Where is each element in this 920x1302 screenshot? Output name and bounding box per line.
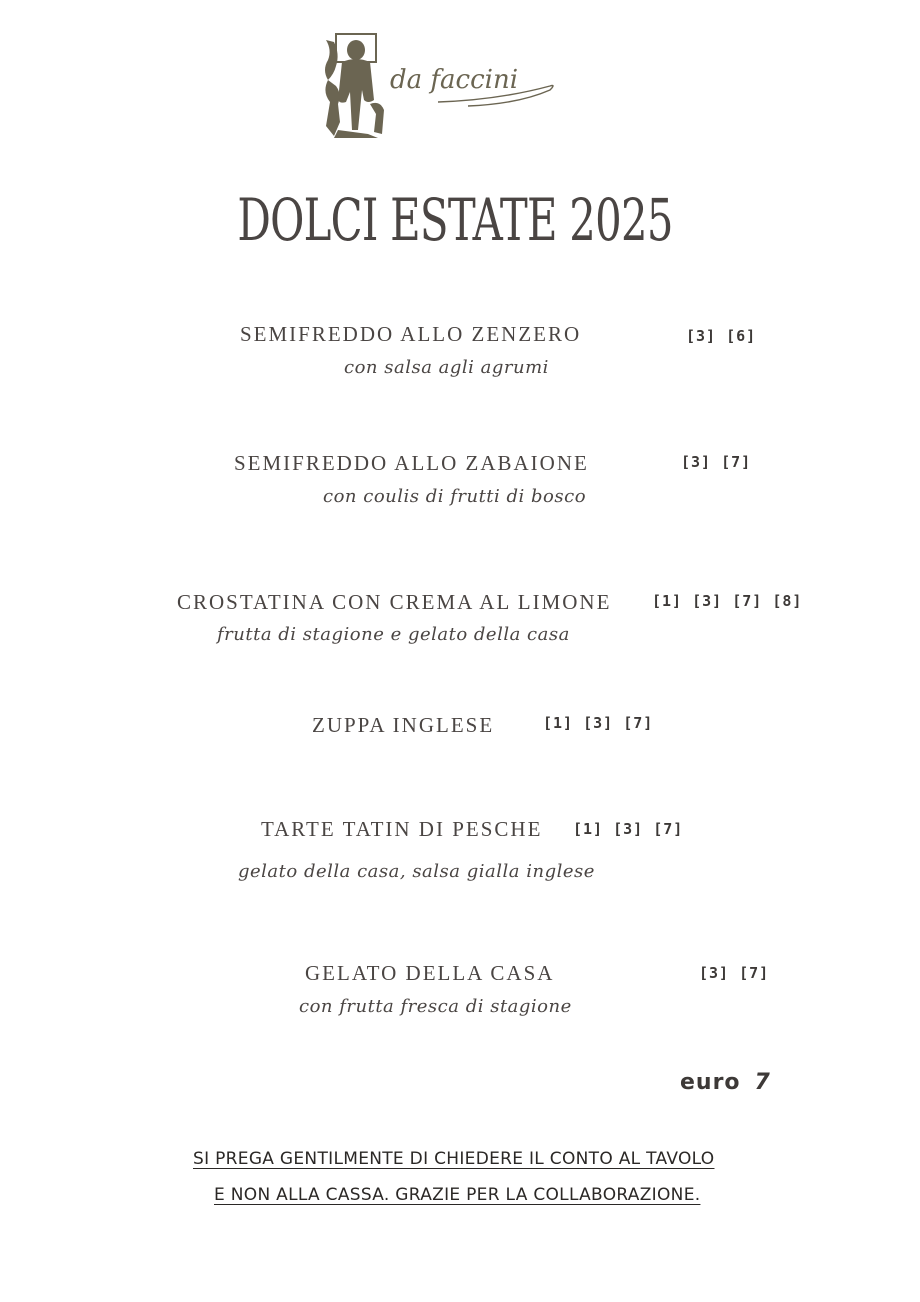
dish-allergens: [3] [7] [699,964,770,982]
dish-name: SEMIFREDDO ALLO ZENZERO [240,322,582,346]
price-label: euro [680,1070,741,1095]
dish-description: gelato della casa, salsa gialla inglese [238,861,595,882]
logo-signature: da faccini [390,65,519,95]
dish-name: GELATO DELLA CASA [305,961,555,985]
notice-line-2: E NON ALLA CASSA. GRAZIE PER LA COLLABORAZIONE. [214,1185,701,1205]
dish-description: frutta di stagione e gelato della casa [217,624,570,645]
notice-line-1: SI PREGA GENTILMENTE DI CHIEDERE IL CONTO AL TAVOLO [193,1149,715,1169]
dish-description: con salsa agli agrumi [344,357,549,378]
dish-description: con frutta fresca di stagione [299,996,572,1017]
dish-name: CROSTATINA CON CREMA AL LIMONE [177,590,612,614]
da-faccini-logo [318,30,558,142]
dish-allergens: [1] [3] [7] [8] [652,592,803,610]
dish-name: ZUPPA INGLESE [312,713,495,737]
price [680,1070,771,1095]
dish-allergens: [3] [6] [686,327,757,345]
dish-allergens: [1] [3] [7] [573,820,684,838]
dish-name: TARTE TATIN DI PESCHE [261,817,543,841]
dish-name: SEMIFREDDO ALLO ZABAIONE [234,451,589,475]
price-value: 7 [754,1070,771,1095]
dish-allergens: [1] [3] [7] [543,714,654,732]
dish-description: con coulis di frutti di bosco [323,486,587,507]
dish-allergens: [3] [7] [681,453,752,471]
menu-title: DOLCI ESTATE 2025 [237,186,673,254]
